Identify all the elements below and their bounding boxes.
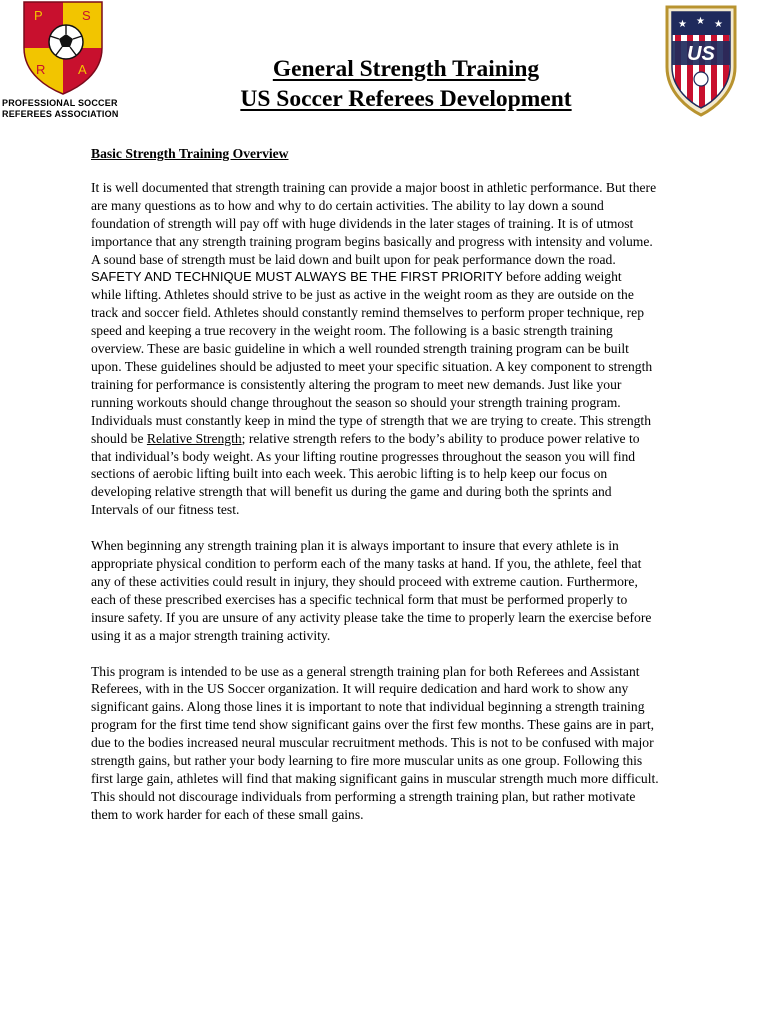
paragraph-line: that individual’s body weight. As your lifting routine progresses throughout the season you will find (91, 448, 636, 464)
paragraph-line: It is well documented that strength training can provide a major boost in athletic performance. But there (91, 179, 657, 195)
safety-rest: before adding weight (502, 269, 622, 285)
paragraph-line: importance that any strength training program begins basically and progress with intensity and volume. (91, 233, 653, 249)
paragraph-3 (91, 663, 731, 824)
paragraph-line: them to work harder for each of these small gains. (91, 806, 364, 822)
paragraph-line: upon. These guidelines should be adjusted to meet your specific situation. A key component to strength (91, 358, 653, 374)
paragraph-line: A sound base of strength must be laid down and built upon for peak performance down the road. (91, 251, 616, 267)
paragraph-line: significant gains. Along those lines it is important to note that individual beginning a strength training (91, 699, 645, 715)
relative-post: ; relative strength refers to the body’s ability to produce power relative to (241, 430, 640, 446)
paragraph-line: strength gains, but rather your body learning to fire more muscular units as one group. Following this (91, 753, 643, 769)
paragraph-line: Intervals of our fitness test. (91, 502, 240, 518)
us-crest-text: US (687, 43, 715, 65)
paragraph-line-safety (91, 268, 731, 286)
svg-text:★: ★ (678, 19, 687, 30)
psra-logo (0, 0, 135, 125)
paragraph-line: track and soccer field. Athletes should constantly remind themselves to perform proper technique, rep (91, 305, 645, 321)
us-soccer-crest (665, 5, 737, 117)
psra-caption (2, 98, 134, 120)
psra-letter-p: P (34, 8, 43, 23)
paragraph-line: developing relative strength that will benefit us during the game and during both the sprints and (91, 484, 612, 500)
psra-letter-s: S (82, 8, 91, 23)
title-line-2: US Soccer Referees Development (240, 86, 572, 112)
paragraph-line: any of these activities could result in injury, they should proceed with extreme caution. Furthermore, (91, 573, 638, 589)
paragraph-2 (91, 537, 731, 644)
document-title (150, 54, 662, 114)
paragraph-line: using it as a major strength training activity. (91, 627, 331, 643)
paragraph-line: Individuals must constantly keep in mind the type of strength that we are trying to create. This strength (91, 412, 651, 428)
paragraph-line: appropriate physical condition to perform each of the many tasks at hand. If you, the athlete, feel that (91, 556, 642, 572)
paragraph-line: each of these prescribed exercises has a specific technical form that must be performed properly to (91, 591, 628, 607)
paragraph-line-relative (91, 430, 731, 448)
document-body (91, 145, 731, 842)
paragraph-line: Referees, with in the US Soccer organization. It will require dedication and hard work to show any (91, 681, 629, 697)
psra-letter-r: R (36, 62, 46, 77)
paragraph-line: insure safety. If you are unsure of any activity please take the time to properly learn the exercise before (91, 609, 652, 625)
paragraph-line: foundation of strength will pay off with huge dividends in the later stages of training. It is of utmost (91, 215, 634, 231)
psra-letter-a: A (78, 62, 87, 77)
paragraph-line: program for the first time tend show significant gains over the first few months. These gains are in part, (91, 717, 654, 733)
psra-caption-line1: PROFESSIONAL SOCCER (2, 98, 118, 108)
safety-emphasis: SAFETY AND TECHNIQUE MUST ALWAYS BE THE FIRST PRIORITY (91, 269, 503, 285)
paragraph-line: This program is intended to be use as a general strength training plan for both Referees and Assistant (91, 663, 640, 679)
paragraph-line: while lifting. Athletes should strive to be just as active in the weight room as they are outside on the (91, 287, 634, 303)
paragraph-1 (91, 179, 731, 519)
paragraph-line: overview. These are basic guideline in which a well rounded strength training program can be built (91, 341, 629, 357)
us-soccer-crest-icon (665, 5, 737, 117)
svg-text:★: ★ (714, 19, 723, 30)
svg-text:★: ★ (696, 16, 705, 27)
psra-caption-line2: REFEREES ASSOCIATION (2, 109, 119, 119)
relative-strength-term: Relative Strength (146, 430, 242, 446)
paragraph-line: first large gain, athletes will find that making significant gains in muscular strength much more difficult. (91, 771, 659, 786)
psra-shield-icon (22, 0, 104, 96)
paragraph-line: speed and keeping a true recovery in the weight room. The following is a basic strength training (91, 323, 613, 339)
paragraph-line: sections of aerobic lifting built into each week. This aerobic lifting is to help keep our focus on (91, 466, 608, 482)
paragraph-line: running workouts should change throughout the season so should your strength training program. (91, 394, 621, 410)
section-heading: Basic Strength Training Overview (91, 146, 289, 161)
paragraph-line: are many questions as to how and why to do certain activities. The ability to lay down a sound (91, 197, 604, 213)
paragraph-line: When beginning any strength training plan it is always important to insure that every athlete is in (91, 538, 619, 554)
paragraph-line: due to the bodies increased neural muscular recruitment methods. This is not to be confused with major (91, 735, 654, 751)
paragraph-line: training for performance is consistently altering the program to meet new demands. Just like your (91, 376, 622, 392)
paragraph-line: This should not discourage individuals from performing a strength training plan, but rather motivate (91, 788, 636, 804)
title-line-1: General Strength Training (272, 56, 540, 82)
relative-pre: should be (91, 430, 147, 446)
